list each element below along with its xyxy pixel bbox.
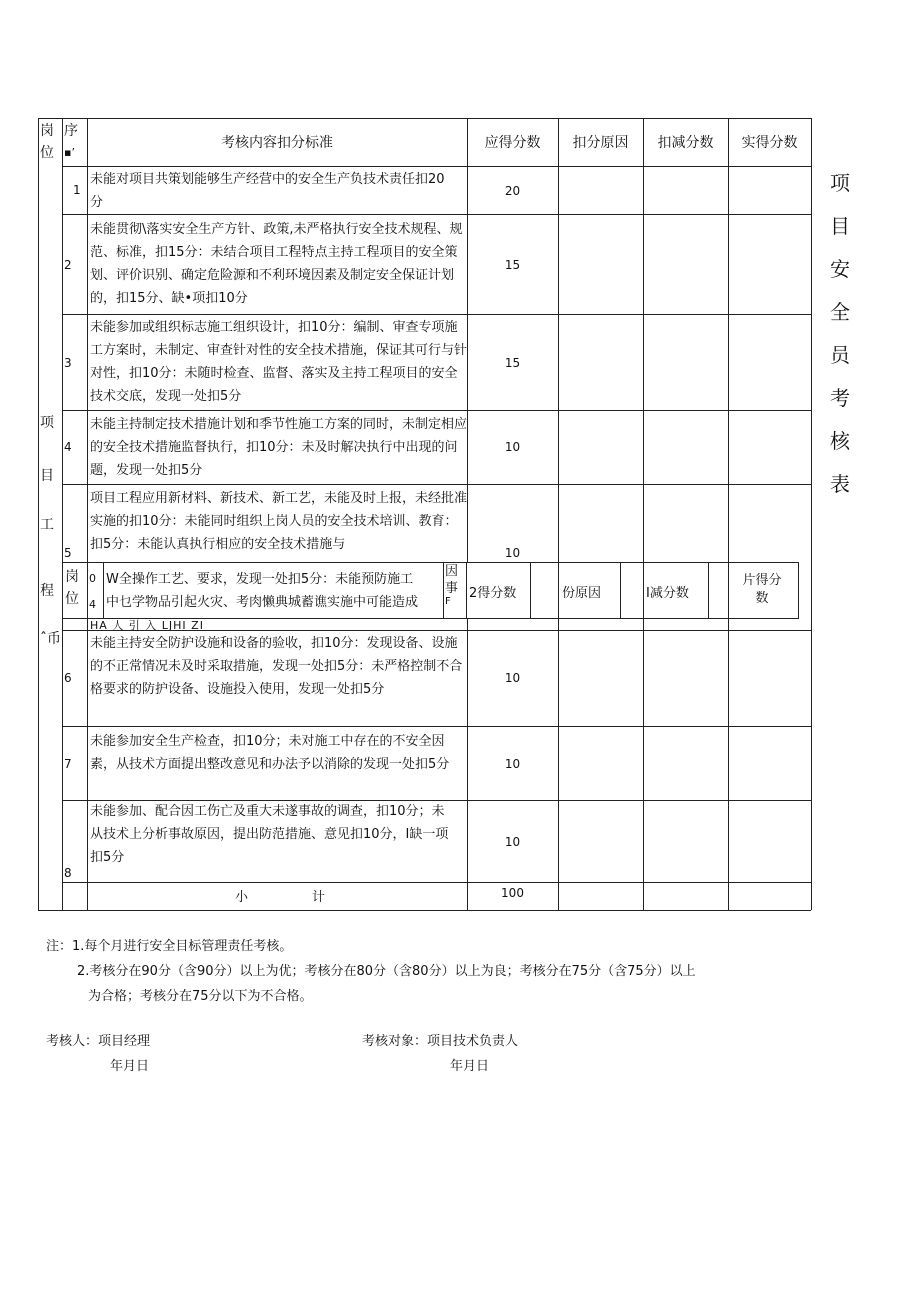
row-content: 未能主持制定技术措施计划和季节性施工方案的同时，未制定相应的安全技术措施监督执行，扣10分：未及时解决执行中出现的问题，发现一处扣5分	[90, 417, 468, 478]
header-deduct-score: 扣减分数	[657, 135, 714, 151]
row-score: 15	[504, 258, 521, 272]
side-title-char: 项	[830, 171, 850, 195]
row-score: 15	[504, 356, 521, 370]
row-seq: 2	[64, 258, 72, 272]
row-seq: 5	[64, 546, 72, 560]
row-divider	[62, 726, 811, 727]
overlay-content: W全操作工艺、要求，发现一处扣5分：未能预防施工 中乜学物品引起火灾、考肉懒典城蓄谯实施中可能造成	[106, 572, 419, 610]
row-content: 项目工程应用新材料、新技术、新工艺，未能及时上报，未经批准实施的扣10分：未能同时组织上岗人员的安全技术培训、教育：扣5分：未能认真执行相应的安全技术措施与	[90, 491, 468, 552]
side-title-char: 核	[830, 429, 850, 453]
table-border-bottom	[38, 910, 811, 911]
header-seq: 序 ▪’	[64, 123, 78, 159]
row-seq: 6	[64, 671, 72, 685]
post-char: 目	[40, 468, 54, 484]
row-score: 10	[504, 835, 521, 849]
target-label: 考核对象：项目技术负责人	[362, 1034, 519, 1049]
assessor-label: 考核人：项目经理	[46, 1034, 151, 1049]
header-deduct-reason: 扣分原因	[572, 135, 629, 151]
row-divider	[62, 484, 811, 485]
row-divider	[62, 410, 811, 411]
side-title-char: 安	[830, 257, 850, 281]
overlay-due: 2得分数	[469, 586, 517, 601]
note-3: 为合格；考核分在75分以下为不合格。	[88, 989, 313, 1004]
side-title	[826, 162, 854, 506]
side-title-char: 考	[830, 386, 850, 410]
row-score: 20	[504, 184, 521, 198]
col-divider	[728, 118, 729, 910]
col-divider	[467, 118, 468, 910]
subtotal-label-1: 小	[235, 890, 249, 905]
row-content: 未能参加或组织标志施工组织设计，扣10分：编制、审查专项施工方案时，未制定、审查针对性的安全技术措施，保证其可行与针对性，扣10分：未随时检查、监督、落实及主持工程项目的安全技术交底，发现一处扣5分	[90, 320, 468, 404]
row-score: 10	[504, 671, 521, 685]
row-score: 10	[504, 546, 521, 560]
side-title-char: 员	[830, 343, 850, 367]
overlay-garbled-text: HA 人 引 入 LJHI ZI	[90, 619, 204, 630]
row-divider	[62, 314, 811, 315]
side-title-char: 目	[830, 214, 850, 238]
col-divider	[87, 118, 88, 910]
header-post: 岗 位	[40, 123, 54, 161]
side-title-char: 表	[830, 472, 850, 496]
overlay-reason-col: 份原因	[562, 586, 602, 601]
row-score: 10	[504, 757, 521, 771]
overlay-post: 岗 位	[65, 569, 79, 607]
table-border-top	[38, 118, 811, 119]
row-seq: 1	[73, 183, 81, 197]
row-seq: 8	[64, 866, 72, 880]
row-divider	[62, 882, 811, 883]
row-divider	[62, 214, 811, 215]
side-title-char: 全	[830, 300, 850, 324]
row-seq: 7	[64, 757, 72, 771]
header-score-due: 应得分数	[484, 135, 541, 151]
post-char: 工	[40, 517, 54, 533]
row-seq: 3	[64, 356, 72, 370]
row-content: 未能参加安全生产检查，扣10分；未对施工中存在的不安全因素，从技术方面提出整改意见和办法予以消除的发现一处扣5分	[90, 734, 450, 772]
overlay-actual: 片得分 数	[742, 573, 782, 606]
header-content: 考核内容扣分标准	[221, 135, 333, 151]
overlay-seq: 0 4	[89, 572, 96, 611]
overlay-deduct: I减分数	[646, 586, 689, 601]
note-2: 2.考核分在90分（含90分）以上为优；考核分在80分（含80分）以上为良；考核分在75分（含75分）以上	[77, 964, 696, 979]
col-divider	[558, 118, 559, 910]
header-actual-score: 实得分数	[741, 135, 798, 151]
row-seq: 4	[64, 440, 72, 454]
target-date: 年月日	[450, 1059, 490, 1074]
assessor-date: 年月日	[110, 1059, 150, 1074]
table-border-left	[38, 118, 39, 910]
post-char: 程	[40, 583, 54, 599]
row-score: 10	[504, 440, 521, 454]
row-content: 未能对项目共策划能够生产经营中的安全生产负技术责任扣20分	[90, 172, 445, 210]
overlay-reason: 因 事 F	[445, 564, 459, 607]
post-char: ˆ币	[40, 631, 61, 647]
subtotal-label-2: 计	[312, 890, 326, 905]
row-content: 未能贯彻\落实安全生产方针、政策,未严格执行安全技术规程、规范、标准，扣15分：未结合项目工程特点主持工程项目的安全策划、评价识别、确定危险源和不利环境因素及制定安全保证计划的，扣15分、缺•项扣10分	[90, 222, 463, 306]
note-1: 注：1.每个月进行安全目标管理责任考核。	[46, 939, 293, 954]
col-divider	[62, 118, 63, 910]
header-divider	[62, 166, 811, 167]
post-char: 项	[40, 415, 54, 431]
row-divider	[62, 630, 811, 631]
row-content: 未能主持安全防护设施和设备的验收，扣10分：发现设备、设施的不正常情况未及时采取措施，发现一处扣5分：未严格控制不合格要求的防护设备、设施投入使用，发现一处扣5分	[90, 636, 463, 697]
table-border-right	[811, 118, 812, 910]
row-content: 未能参加、配合因工伤亡及重大未遂事故的调查，扣10分；未从技术上分析事故原因，提出防范措施、意见扣10分，I缺一项扣5分	[90, 804, 449, 865]
subtotal-value: 100	[501, 886, 524, 900]
col-divider	[643, 118, 644, 910]
